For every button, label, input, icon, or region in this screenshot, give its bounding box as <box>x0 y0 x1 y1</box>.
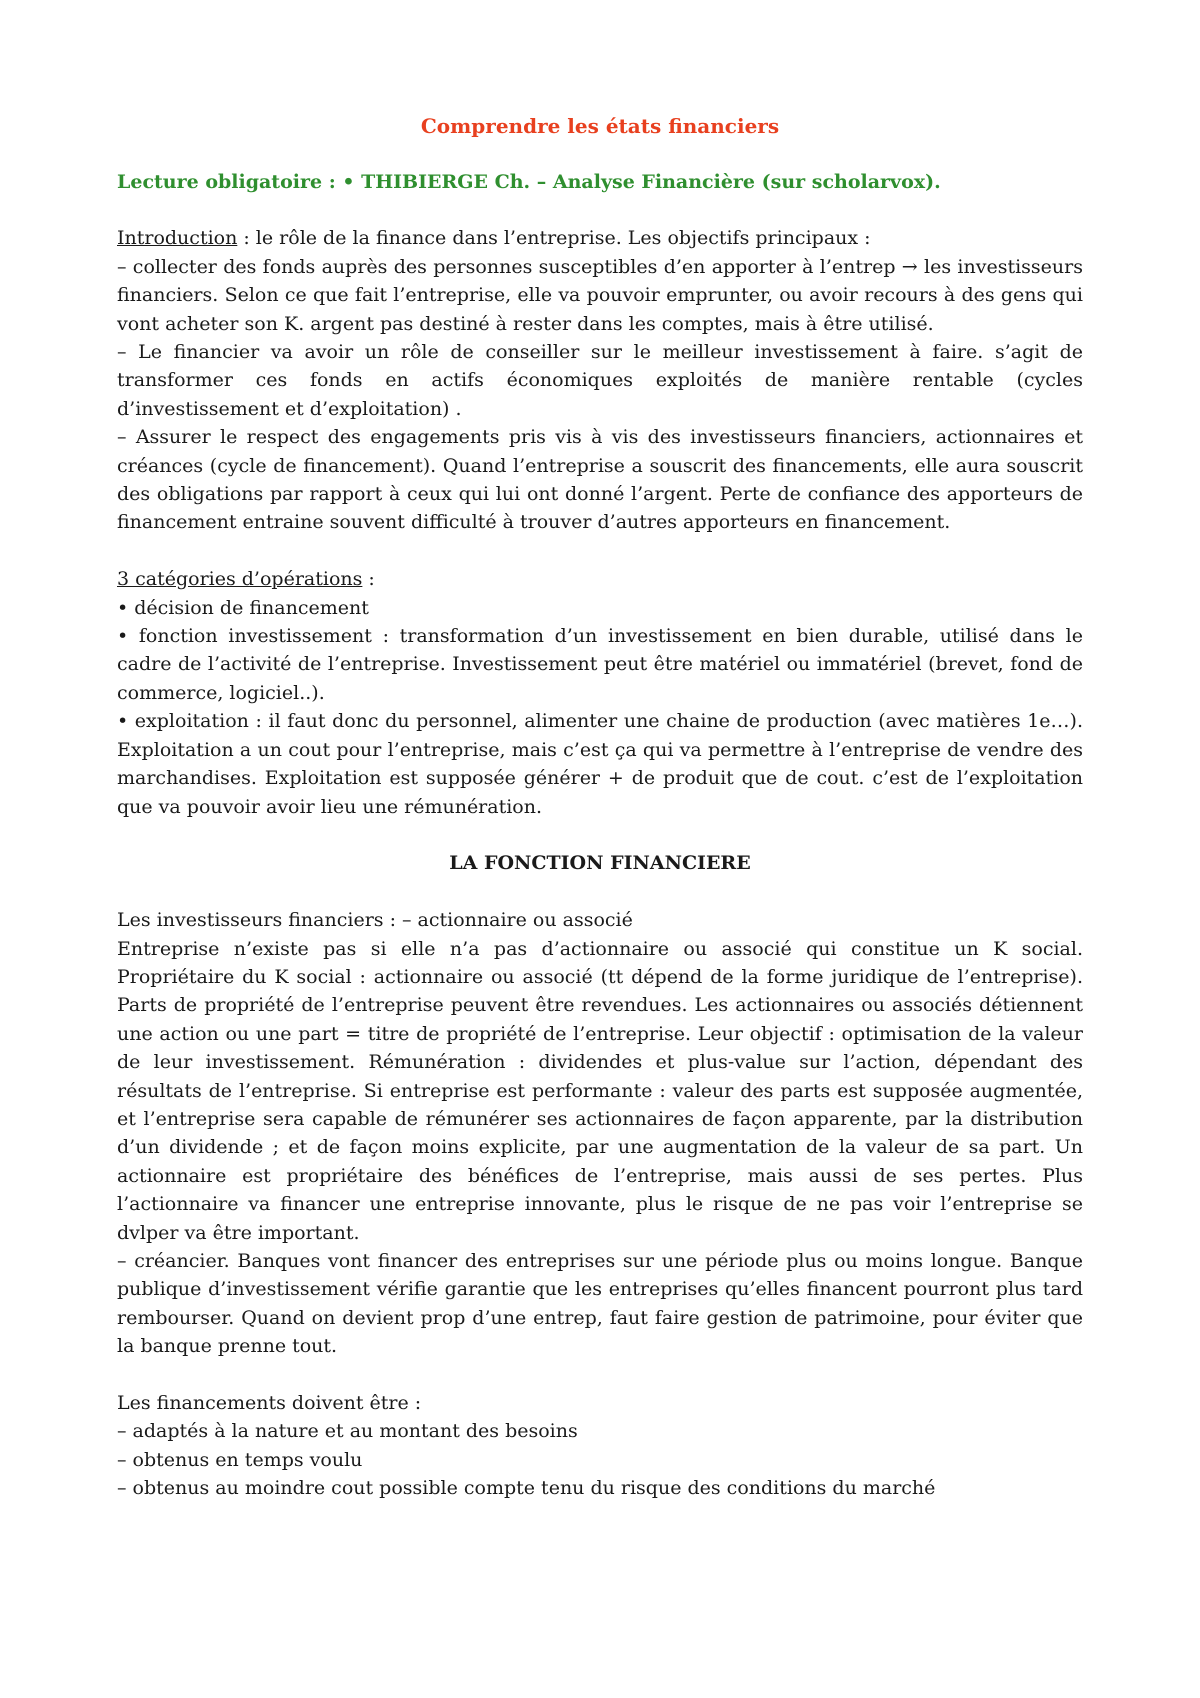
intro-point: – Le financier va avoir un rôle de conseiller sur le meilleur investissement à faire. s’agit de transformer ces fonds en actifs économiques exploités de manière rentable (cycles d’investissement et d’exploitation) . <box>117 341 1083 420</box>
operations-text: : <box>362 568 375 591</box>
intro-point: – collecter des fonds auprès des personnes susceptibles d’en apporter à l’entrep → les investisseurs financiers. Selon ce que fait l’entreprise, elle va pouvoir emprunter, ou avoir recours à des gens qui vont acheter son K. argent pas destiné à rester dans les comptes, mais à être utilisé. <box>117 255 1083 335</box>
spacer <box>117 821 1083 849</box>
required-reading: Lecture obligatoire : • THIBIERGE Ch. – Analyse Financière (sur scholarvox). <box>117 171 941 193</box>
document-title: Comprendre les états financiers <box>420 114 780 138</box>
investors-heading: Les investisseurs financiers : – actionnaire ou associé <box>117 909 633 932</box>
operations-item: • décision de financement <box>117 596 369 619</box>
spacer <box>117 537 1083 565</box>
spacer <box>117 878 1083 906</box>
creditors-paragraph: – créancier. Banques vont financer des entreprises sur une période plus ou moins longue. Banque publique d’investissement vérifie garantie que les entreprises qu’elles financent pourront plus tard rembourser. Quand on devient prop d’une entrep, faut faire gestion de patrimoine, pour éviter que la banque prenne tout. <box>117 1249 1083 1358</box>
financing-item: – obtenus au moindre cout possible compte tenu du risque des conditions du marché <box>117 1477 936 1500</box>
operations-item: • fonction investissement : transformation d’un investissement en bien durable, utilisé dans le cadre de l’activité de l’entreprise. Investissement peut être matériel ou immatériel (brevet, fond de commerce, logiciel..). <box>117 625 1083 704</box>
spacer <box>117 1361 1083 1389</box>
intro-line <box>117 224 1083 252</box>
shareholders-paragraph: Entreprise n’existe pas si elle n’a pas d’actionnaire ou associé qui constitue un K social. Propriétaire du K social : actionnaire ou associé (tt dépend de la forme juridique de l’entreprise). Parts de propriété de l’entreprise peuvent être revendues. Les actionnaires ou associés détiennent une action ou une part = titre de propriété de l’entreprise. Leur objectif : optimisation de la valeur de leur investissement. Rémunération : dividendes et plus-value sur l’action, dépendant des résultats de l’entreprise. Si entreprise est performante : valeur des parts est supposée augmentée, et l’entreprise sera capable de rémunérer ses actionnaires de façon apparente, par la distribution d’un dividende ; et de façon moins explicite, par une augmentation de la valeur de sa part. Un actionnaire est propriétaire des bénéfices de l’entreprise, mais aussi de ses pertes. Plus l’actionnaire va financer une entreprise innovante, plus le risque de ne pas voir l’entreprise se dvlper va être important. <box>117 937 1083 1244</box>
document-body <box>117 112 1083 1503</box>
intro-point: – Assurer le respect des engagements pris vis à vis des investisseurs financiers, actionnaires et créances (cycle de financement). Quand l’entreprise a souscrit des financements, elle aura souscrit des obligations par rapport à ceux qui lui ont donné l’argent. Perte de confiance des apporteurs de financement entraine souvent difficulté à trouver d’autres apporteurs en financement. <box>117 426 1083 534</box>
financing-item: – adaptés à la nature et au montant des besoins <box>117 1420 578 1443</box>
spacer <box>117 196 1083 224</box>
operations-item: • exploitation : il faut donc du personnel, alimenter une chaine de production (avec matières 1e…). Exploitation a un cout pour l’entreprise, mais c’est ça qui va permettre à l’entreprise de vendre des marchandises. Exploitation est supposée générer + de produit que de cout. c’est de l’exploitation que va pouvoir avoir lieu une rémunération. <box>117 710 1083 818</box>
operations-line <box>117 565 1083 593</box>
intro-label: Introduction <box>117 227 238 250</box>
operations-label: 3 catégories d’opérations <box>117 568 363 591</box>
section-heading: LA FONCTION FINANCIERE <box>449 852 751 875</box>
intro-text: : le rôle de la finance dans l’entreprise. Les objectifs principaux : <box>237 227 871 250</box>
financing-heading: Les financements doivent être : <box>117 1391 422 1414</box>
financing-item: – obtenus en temps voulu <box>117 1448 363 1471</box>
